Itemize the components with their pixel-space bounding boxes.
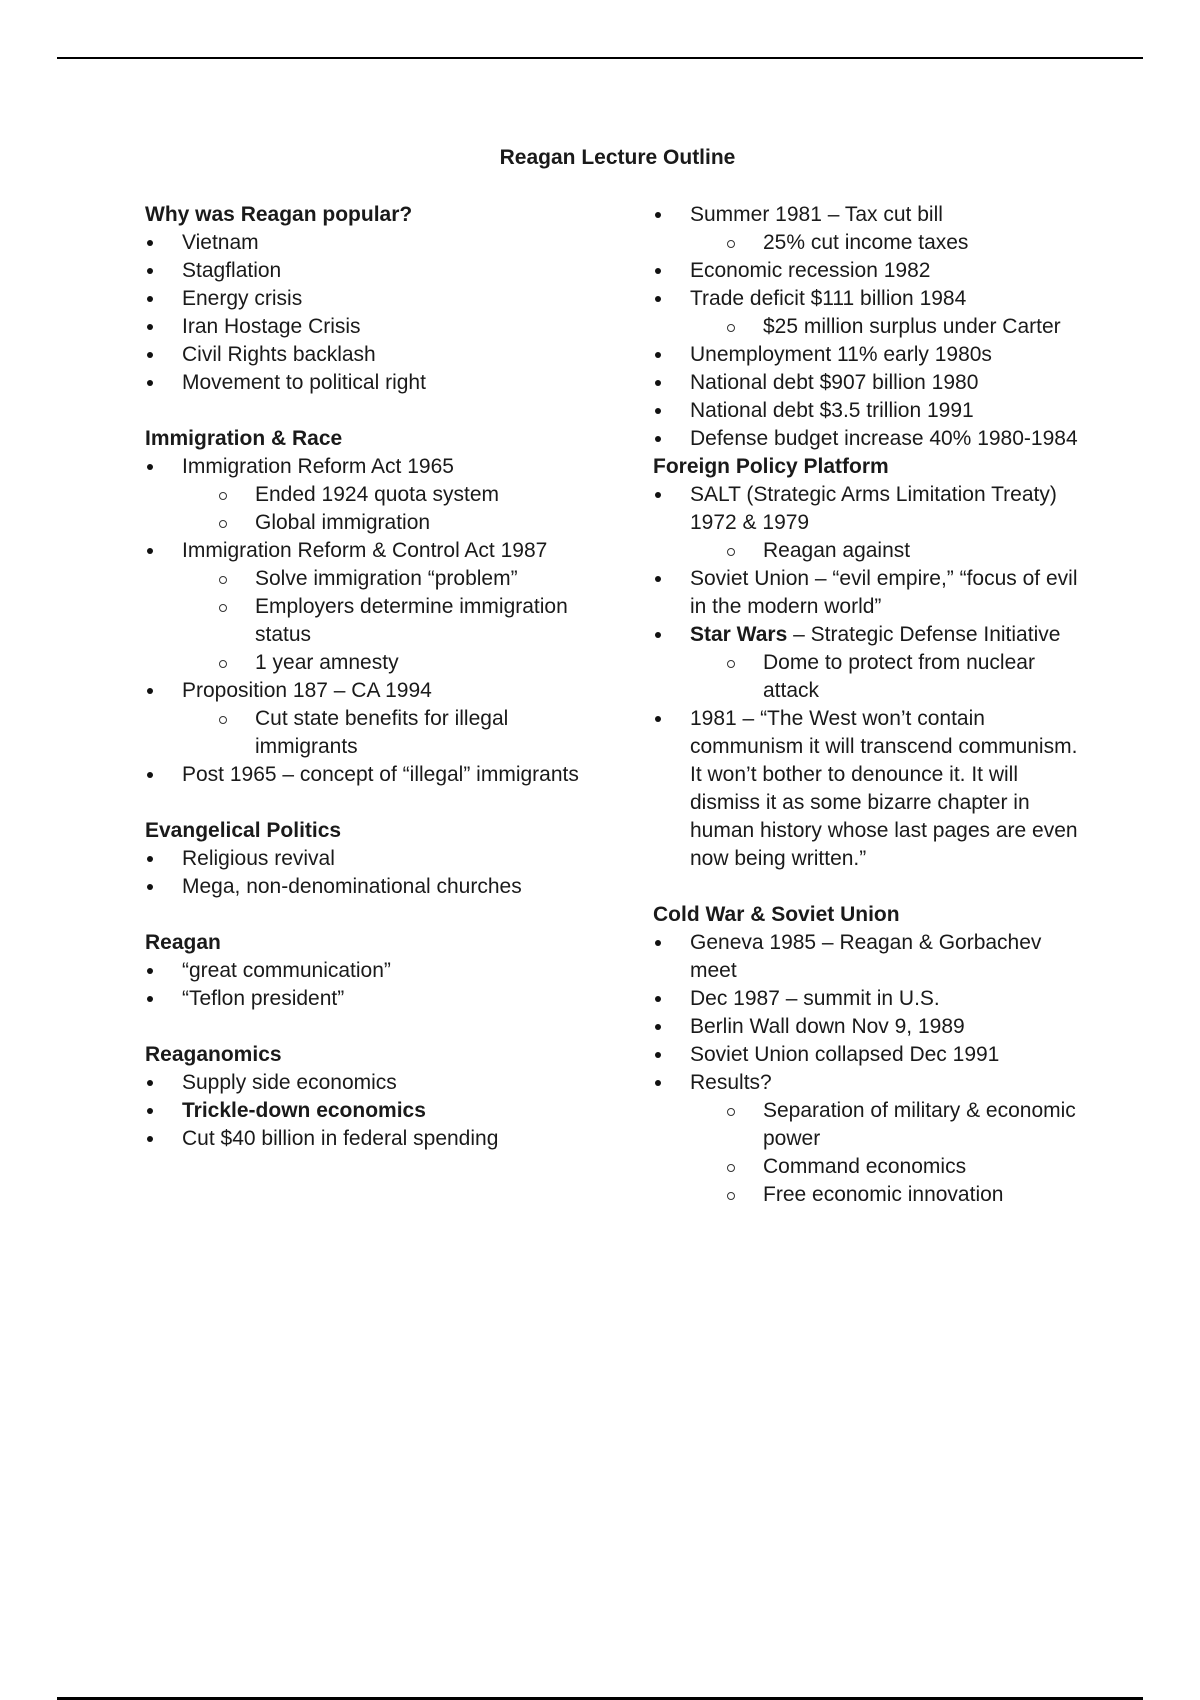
list-item: Unemployment 11% early 1980s bbox=[653, 341, 1093, 369]
list-item: Mega, non-denominational churches bbox=[145, 873, 585, 901]
section-economy-continued bbox=[653, 201, 1093, 453]
sub-list-item: Dome to protect from nuclear attack bbox=[653, 649, 1093, 705]
list-item: Results? bbox=[653, 1069, 1093, 1097]
list-item: Proposition 187 – CA 1994 bbox=[145, 677, 585, 705]
star-wars-label: Star Wars bbox=[690, 623, 788, 646]
section-heading: Reagan bbox=[145, 931, 221, 954]
list-item: Vietnam bbox=[145, 229, 585, 257]
section-why-popular bbox=[145, 201, 585, 397]
bullet-list bbox=[145, 229, 585, 397]
top-rule bbox=[57, 57, 1143, 59]
list-item: Energy crisis bbox=[145, 285, 585, 313]
list-item: SALT (Strategic Arms Limitation Treaty) 1972 & 1979 bbox=[653, 481, 1093, 537]
bullet-list bbox=[145, 957, 585, 1013]
sub-list-item: Reagan against bbox=[653, 537, 1093, 565]
section-reagan bbox=[145, 929, 585, 1013]
list-item: Civil Rights backlash bbox=[145, 341, 585, 369]
section-reaganomics bbox=[145, 1041, 585, 1153]
bullet-list bbox=[145, 845, 585, 901]
list-item: Trickle-down economics bbox=[145, 1097, 585, 1125]
list-item: Trade deficit $111 billion 1984 bbox=[653, 285, 1093, 313]
bullet-list bbox=[653, 929, 1093, 1209]
section-immigration-race bbox=[145, 425, 585, 789]
section-cold-war bbox=[653, 901, 1093, 1209]
list-item: Soviet Union collapsed Dec 1991 bbox=[653, 1041, 1093, 1069]
list-item: Post 1965 – concept of “illegal” immigrants bbox=[145, 761, 585, 789]
list-item: Supply side economics bbox=[145, 1069, 585, 1097]
list-item: Stagflation bbox=[145, 257, 585, 285]
list-item: National debt $907 billion 1980 bbox=[653, 369, 1093, 397]
list-item: Geneva 1985 – Reagan & Gorbachev meet bbox=[653, 929, 1093, 985]
right-column bbox=[653, 201, 1093, 1209]
list-item: Dec 1987 – summit in U.S. bbox=[653, 985, 1093, 1013]
sub-list-item: Free economic innovation bbox=[653, 1181, 1093, 1209]
section-heading: Immigration & Race bbox=[145, 427, 343, 450]
sub-list-item: 1 year amnesty bbox=[145, 649, 585, 677]
section-foreign-policy bbox=[653, 453, 1093, 873]
sub-list-item: Global immigration bbox=[145, 509, 585, 537]
left-column bbox=[145, 201, 585, 1153]
section-heading: Evangelical Politics bbox=[145, 819, 342, 842]
list-item: “great communication” bbox=[145, 957, 585, 985]
section-heading: Cold War & Soviet Union bbox=[653, 903, 900, 926]
list-item: Defense budget increase 40% 1980-1984 bbox=[653, 425, 1093, 453]
bullet-list bbox=[145, 453, 585, 789]
section-heading: Foreign Policy Platform bbox=[653, 455, 889, 478]
section-evangelical-politics bbox=[145, 817, 585, 901]
section-heading: Reaganomics bbox=[145, 1043, 282, 1066]
star-wars-description: – Strategic Defense Initiative bbox=[787, 623, 1061, 646]
document-title: Reagan Lecture Outline bbox=[499, 146, 736, 169]
list-item: Berlin Wall down Nov 9, 1989 bbox=[653, 1013, 1093, 1041]
sub-list-item: 25% cut income taxes bbox=[653, 229, 1093, 257]
list-item: 1981 – “The West won’t contain communism it will transcend communism. It won’t bother to denounce it. It will dismiss it as some bizarre chapter in human history whose last pages are even now being written.” bbox=[653, 705, 1093, 873]
bullet-list bbox=[653, 481, 1093, 873]
sub-list-item: Command economics bbox=[653, 1153, 1093, 1181]
sub-list-item: $25 million surplus under Carter bbox=[653, 313, 1093, 341]
sub-list-item: Solve immigration “problem” bbox=[145, 565, 585, 593]
list-item: “Teflon president” bbox=[145, 985, 585, 1013]
list-item: Immigration Reform & Control Act 1987 bbox=[145, 537, 585, 565]
list-item: Religious revival bbox=[145, 845, 585, 873]
list-item: Cut $40 billion in federal spending bbox=[145, 1125, 585, 1153]
bullet-list bbox=[145, 1069, 585, 1153]
list-item: Summer 1981 – Tax cut bill bbox=[653, 201, 1093, 229]
list-item: Economic recession 1982 bbox=[653, 257, 1093, 285]
list-item: National debt $3.5 trillion 1991 bbox=[653, 397, 1093, 425]
sub-list-item: Employers determine immigration status bbox=[145, 593, 585, 649]
sub-list-item: Ended 1924 quota system bbox=[145, 481, 585, 509]
list-item: Immigration Reform Act 1965 bbox=[145, 453, 585, 481]
sub-list-item: Separation of military & economic power bbox=[653, 1097, 1093, 1153]
section-heading: Why was Reagan popular? bbox=[145, 203, 413, 226]
list-item: Soviet Union – “evil empire,” “focus of evil in the modern world” bbox=[653, 565, 1093, 621]
list-item: Movement to political right bbox=[145, 369, 585, 397]
bullet-list bbox=[653, 201, 1093, 453]
list-item bbox=[653, 621, 1093, 649]
list-item: Iran Hostage Crisis bbox=[145, 313, 585, 341]
sub-list-item: Cut state benefits for illegal immigrants bbox=[145, 705, 585, 761]
